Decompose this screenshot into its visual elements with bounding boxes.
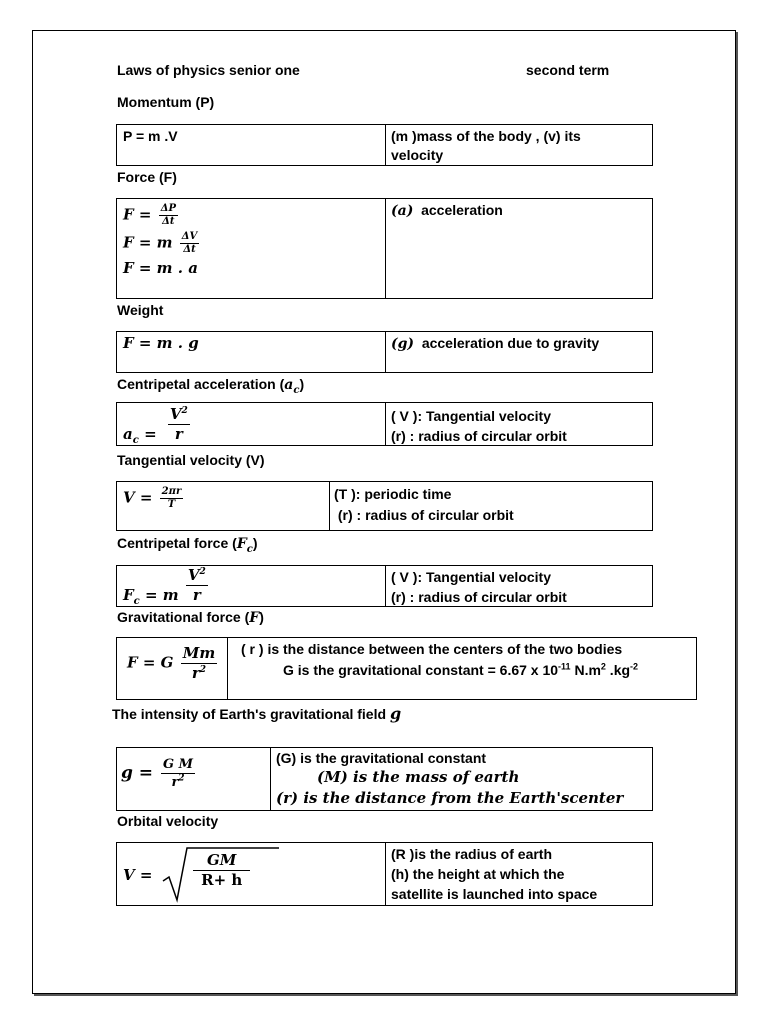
gravitational-field-description-line-1: (G) is the gravitational constant <box>276 750 487 766</box>
table-divider <box>385 843 386 905</box>
centripetal-acceleration-formula <box>123 405 192 444</box>
orbital-velocity-formula-lhs: V = <box>123 866 153 884</box>
formula-lhs: V = <box>123 488 153 507</box>
weight-table <box>116 331 653 373</box>
formula-lhs: F <box>123 585 134 604</box>
heading-end: ) <box>259 609 264 625</box>
momentum-table <box>116 124 653 166</box>
fraction-numerator: ΔV <box>181 231 198 242</box>
description-line-1: (T ): periodic time <box>334 486 452 502</box>
formula-fraction <box>193 851 250 890</box>
weight-description <box>391 334 599 354</box>
fraction-numerator: $V^2$ <box>187 566 206 584</box>
fraction-denominator: R+ h <box>201 871 243 889</box>
fraction-numerator: $V^2$ <box>169 405 188 423</box>
description-line-1: ( V ): Tangential velocity <box>391 569 551 585</box>
table-divider <box>329 482 330 530</box>
description-line-2: (r) : radius of circular orbit <box>337 507 514 523</box>
table-divider <box>385 566 386 606</box>
tangential-velocity-table <box>116 481 653 531</box>
heading-subscript: c <box>246 543 253 555</box>
table-divider <box>385 403 386 445</box>
force-table <box>116 198 653 299</box>
force-formula-1-fraction <box>159 203 178 228</box>
gravitational-field-description-line-3: (r) is the distance from the Earth'scenter <box>276 789 624 807</box>
fraction-numerator: Mm <box>182 644 216 662</box>
formula-equals: = <box>144 424 157 443</box>
gravitational-force-table <box>116 637 697 700</box>
force-symbol: (a) <box>391 203 414 219</box>
table-divider <box>385 125 386 165</box>
tangential-velocity-description <box>334 484 514 526</box>
heading-symbol: a <box>284 377 294 393</box>
gravitational-field-formula <box>121 756 197 791</box>
fraction-denominator: $r^2$ <box>191 664 207 682</box>
force-heading: Force (F) <box>117 169 177 185</box>
weight-symbol: (g) <box>391 336 415 352</box>
momentum-description-line-1: (m )mass of the body , (v) its <box>391 128 581 144</box>
weight-description-text: acceleration due to gravity <box>421 335 600 351</box>
tangential-velocity-formula <box>123 486 185 511</box>
momentum-description-line-2: velocity <box>391 147 444 163</box>
tangential-velocity-heading: Tangential velocity (V) <box>117 452 265 468</box>
formula-fraction <box>186 566 208 605</box>
fraction-numerator: G M <box>162 757 194 772</box>
table-divider <box>385 199 386 298</box>
force-formula-3: F = m . a <box>123 259 198 277</box>
table-divider <box>270 748 271 810</box>
heading-text: Gravitational force ( <box>117 609 250 625</box>
fraction-numerator: 2πr <box>161 486 182 497</box>
table-divider <box>227 638 228 699</box>
weight-formula: F = m . g <box>123 334 199 352</box>
gravitational-force-description-line-1: ( r ) is the distance between the centers of the two bodies <box>241 641 623 657</box>
fraction-denominator: r <box>174 425 183 443</box>
heading-end: ) <box>299 376 305 392</box>
force-description-text: acceleration <box>421 202 503 218</box>
table-divider <box>385 332 386 372</box>
centripetal-force-description <box>391 567 567 607</box>
force-formula-2-lhs: F = m <box>123 233 173 252</box>
formula-lhs-subscript: c <box>133 595 140 607</box>
formula-lhs-subscript: c <box>132 434 139 446</box>
centripetal-force-heading <box>117 534 258 553</box>
heading-text: Centripetal force ( <box>117 535 237 551</box>
orbital-velocity-heading: Orbital velocity <box>117 813 219 829</box>
formula-lhs: a <box>123 424 133 443</box>
momentum-description <box>391 127 581 165</box>
centripetal-force-formula <box>123 566 210 605</box>
orbital-velocity-description <box>391 844 597 904</box>
description-line-1: ( V ): Tangential velocity <box>391 408 551 424</box>
weight-heading: Weight <box>117 302 164 318</box>
fraction-denominator: Δt <box>162 216 175 227</box>
heading-symbol: F <box>236 536 247 552</box>
centripetal-force-table <box>116 565 653 607</box>
gravitational-force-description-line-2: G is the gravitational constant = 6.67 x $10^{-11}$ $N.m^2$ $.kg^{-2}$ <box>283 661 639 678</box>
force-description <box>391 201 503 221</box>
fraction-numerator: ΔP <box>160 203 176 214</box>
centripetal-acceleration-heading <box>117 375 304 394</box>
orbital-velocity-fraction <box>191 851 252 890</box>
description-line-2: (h) the height at which the <box>391 866 565 882</box>
orbital-velocity-table <box>116 842 653 906</box>
fraction-denominator: $r^2$ <box>171 773 185 790</box>
gravitational-field-heading <box>112 705 401 723</box>
formula-fraction <box>181 644 217 683</box>
force-formula-2-fraction <box>180 231 200 256</box>
description-line-3: satellite is launched into space <box>391 886 598 902</box>
gravitational-field-description-line-2: (M) is the mass of earth <box>317 768 520 786</box>
formula-fraction <box>161 756 195 791</box>
formula-lhs: g = <box>121 763 154 783</box>
formula-fraction <box>160 486 184 511</box>
momentum-formula: P = m .V <box>123 128 178 144</box>
document-title: Laws of physics senior one <box>117 62 300 78</box>
fraction-numerator: GM <box>193 851 250 871</box>
description-line-2: (r) : radius of circular orbit <box>391 589 567 605</box>
force-formula-1-lhs: F = <box>123 205 152 224</box>
fraction-denominator: Δt <box>183 244 196 255</box>
momentum-heading: Momentum (P) <box>117 94 215 110</box>
heading-symbol: F <box>249 610 260 626</box>
gravitational-force-formula <box>127 644 219 683</box>
force-formula-1 <box>123 203 180 228</box>
centripetal-acceleration-table <box>116 402 653 446</box>
heading-subscript: c <box>293 384 300 396</box>
term-label: second term <box>526 62 610 78</box>
formula-equals: = m <box>144 585 179 604</box>
heading-text: The intensity of Earth's gravitational field <box>112 706 387 722</box>
formula-fraction <box>168 405 190 444</box>
formula-lhs: F = G <box>127 653 174 672</box>
description-line-1: (R )is the radius of earth <box>391 846 553 862</box>
heading-text: Centripetal acceleration ( <box>117 376 285 392</box>
gravitational-force-heading <box>117 608 264 627</box>
heading-symbol: g <box>389 704 402 723</box>
description-line-2: (r) : radius of circular orbit <box>391 428 567 444</box>
centripetal-acceleration-description <box>391 406 567 446</box>
heading-end: ) <box>252 535 258 551</box>
fraction-denominator: r <box>192 586 201 604</box>
force-formula-2 <box>123 231 201 256</box>
fraction-denominator: T <box>167 499 176 510</box>
gravitational-field-table <box>116 747 653 811</box>
